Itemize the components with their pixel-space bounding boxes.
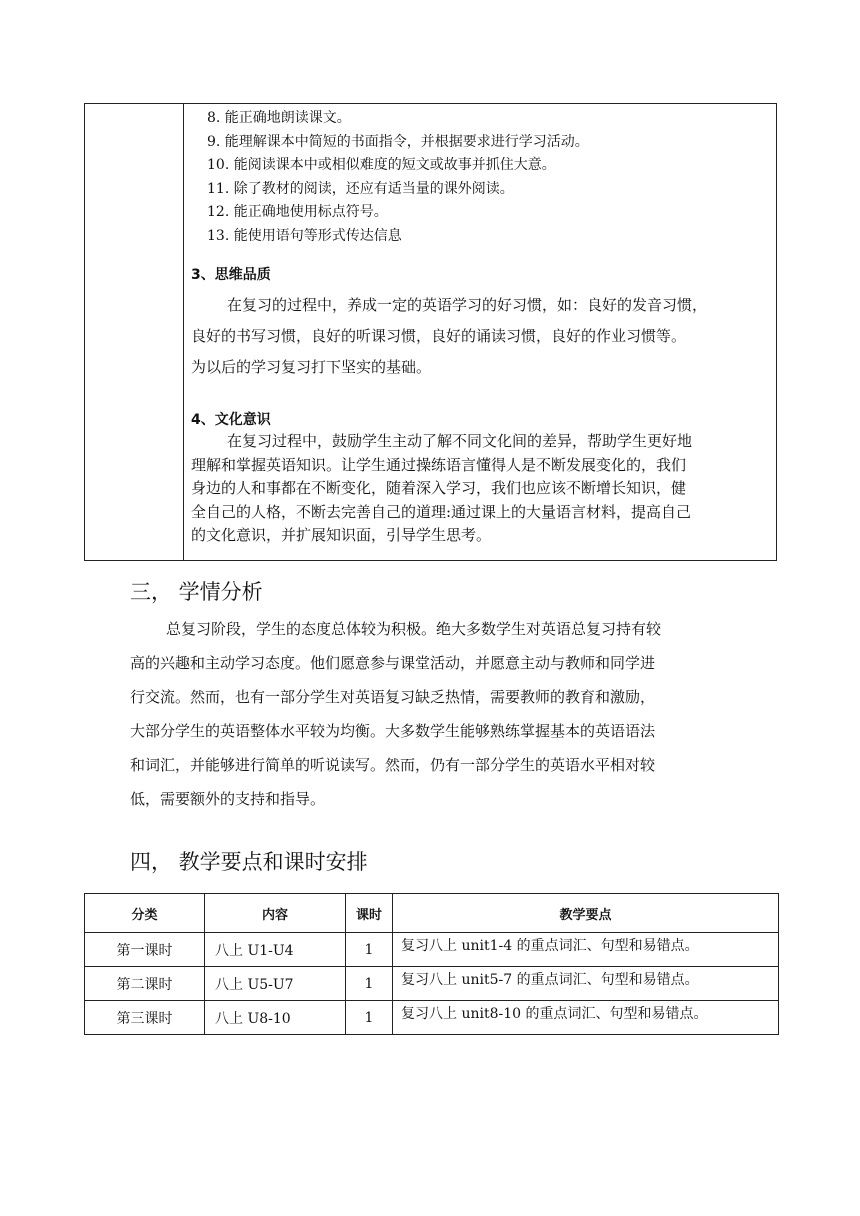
thinking-title: 3、思维品质 [191, 267, 271, 283]
table-row [85, 1001, 779, 1035]
cell-content: 八上 U8-10 [205, 1001, 346, 1035]
schedule-table [84, 893, 779, 1035]
cell-category: 第三课时 [85, 1001, 205, 1035]
list-item: 10. 能阅读课本中或相似难度的短文或故事并抓住大意。 [207, 157, 556, 173]
cell-hours: 1 [346, 1001, 393, 1035]
cell-key-points: 复习八上 unit5-7 的重点词汇、句型和易错点。 [393, 967, 779, 1001]
list-item: 8. 能正确地朗读课文。 [207, 110, 351, 126]
objectives-box [84, 103, 777, 561]
ability-list [207, 107, 589, 248]
list-item: 12. 能正确地使用标点符号。 [207, 204, 388, 220]
cell-category: 第一课时 [85, 933, 205, 967]
cell-content: 八上 U1-U4 [205, 933, 346, 967]
table-row [85, 967, 779, 1001]
thinking-paragraph [191, 290, 771, 383]
paragraph-line: 和词汇，并能够进行简单的听说读写。然而，仍有一部分学生的英语水平相对较 [130, 756, 656, 774]
section3-heading: 三， 学情分析 [130, 580, 263, 604]
culture-title: 4、文化意识 [191, 412, 271, 428]
header-content: 内容 [205, 894, 346, 933]
paragraph-line: 为以后的学习复习打下坚实的基础。 [191, 358, 432, 376]
header-hours: 课时 [346, 894, 393, 933]
table-row [85, 933, 779, 967]
list-item: 13. 能使用语句等形式传达信息 [207, 227, 402, 244]
section4-heading: 四， 教学要点和课时安排 [130, 850, 368, 874]
list-item: 11. 除了教材的阅读，还应有适当量的课外阅读。 [207, 180, 514, 197]
paragraph-line: 低，需要额外的支持和指导。 [130, 790, 326, 808]
header-key-points: 教学要点 [393, 894, 779, 933]
paragraph-line: 高的兴趣和主动学习态度。他们愿意参与课堂活动，并愿意主动与教师和同学进 [130, 654, 656, 672]
paragraph-line: 全自己的人格，不断去完善自己的道理:通过课上的大量语言材料，提高自己 [191, 502, 692, 521]
paragraph-line: 理解和掌握英语知识。让学生通过操练语言懂得人是不断发展变化的，我们 [191, 455, 687, 474]
paragraph-line: 总复习阶段，学生的态度总体较为积极。绝大多数学生对英语总复习持有较 [166, 620, 662, 638]
column-divider [183, 104, 184, 560]
paragraph-line: 良好的书写习惯，良好的听课习惯，良好的诵读习惯，良好的作业习惯等。 [191, 327, 687, 345]
table-header-row [85, 894, 779, 933]
list-item: 9. 能理解课本中简短的书面指令，并根据要求进行学习活动。 [207, 133, 589, 150]
cell-key-points: 复习八上 unit1-4 的重点词汇、句型和易错点。 [393, 933, 779, 967]
paragraph-line: 的文化意识，并扩展知识面，引导学生思考。 [191, 526, 492, 544]
header-category: 分类 [85, 894, 205, 933]
cell-hours: 1 [346, 967, 393, 1001]
culture-paragraph [191, 430, 771, 548]
paragraph-line: 行交流。然而，也有一部分学生对英语复习缺乏热情，需要教师的教育和激励， [130, 688, 656, 706]
paragraph-line: 身边的人和事都在不断变化，随着深入学习，我们也应该不断增长知识，健 [191, 479, 687, 497]
cell-content: 八上 U5-U7 [205, 967, 346, 1001]
cell-category: 第二课时 [85, 967, 205, 1001]
paragraph-line: 在复习过程中，鼓励学生主动了解不同文化间的差异，帮助学生更好地 [227, 432, 693, 450]
section3-paragraph [130, 612, 740, 816]
paragraph-line: 大部分学生的英语整体水平较为均衡。大多数学生能够熟练掌握基本的英语语法 [130, 722, 656, 740]
cell-key-points: 复习八上 unit8-10 的重点词汇、句型和易错点。 [393, 1001, 779, 1035]
paragraph-line: 在复习的过程中，养成一定的英语学习的好习惯，如：良好的发音习惯， [227, 296, 708, 314]
cell-hours: 1 [346, 933, 393, 967]
